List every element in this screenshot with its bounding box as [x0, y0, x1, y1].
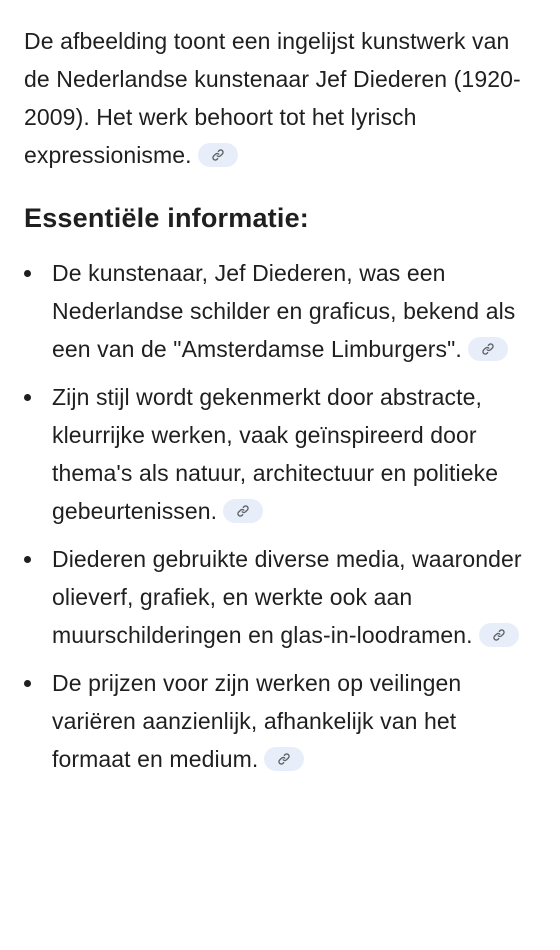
intro-paragraph — [24, 22, 540, 174]
bullet-dot — [24, 270, 31, 277]
list-item — [24, 540, 540, 654]
bullet-dot — [24, 680, 31, 687]
list-item-text: De kunstenaar, Jef Diederen, was een Nederlandse schilder en graficus, bekend als een van de "Amsterdamse Limburgers". — [52, 260, 516, 362]
list-item-text: Diederen gebruikte diverse media, waaronder olieverf, grafiek, en werkte ook aan muurschilderingen en glas-in-loodramen. — [52, 546, 522, 648]
source-link-chip[interactable] — [468, 337, 508, 361]
bullet-dot — [24, 394, 31, 401]
source-link-chip[interactable] — [223, 499, 263, 523]
list-item — [24, 664, 540, 778]
source-link-chip[interactable] — [198, 143, 238, 167]
list-item-text: De prijzen voor zijn werken op veilingen variëren aanzienlijk, afhankelijk van het formaat en medium. — [52, 670, 462, 772]
link-icon — [492, 628, 506, 642]
info-list — [24, 254, 540, 778]
link-icon — [481, 342, 495, 356]
list-item — [24, 378, 540, 530]
link-icon — [236, 504, 250, 518]
source-link-chip[interactable] — [264, 747, 304, 771]
intro-text: De afbeelding toont een ingelijst kunstwerk van de Nederlandse kunstenaar Jef Diederen (1920-2009). Het werk behoort tot het lyrisch expressionisme. — [24, 28, 521, 168]
link-icon — [211, 148, 225, 162]
section-heading: Essentiële informatie: — [24, 203, 309, 233]
list-item — [24, 254, 540, 368]
list-item-text: Zijn stijl wordt gekenmerkt door abstracte, kleurrijke werken, vaak geïnspireerd door thema's als natuur, architectuur en politieke gebeurtenissen. — [52, 384, 499, 524]
source-link-chip[interactable] — [479, 623, 519, 647]
link-icon — [277, 752, 291, 766]
bullet-dot — [24, 556, 31, 563]
